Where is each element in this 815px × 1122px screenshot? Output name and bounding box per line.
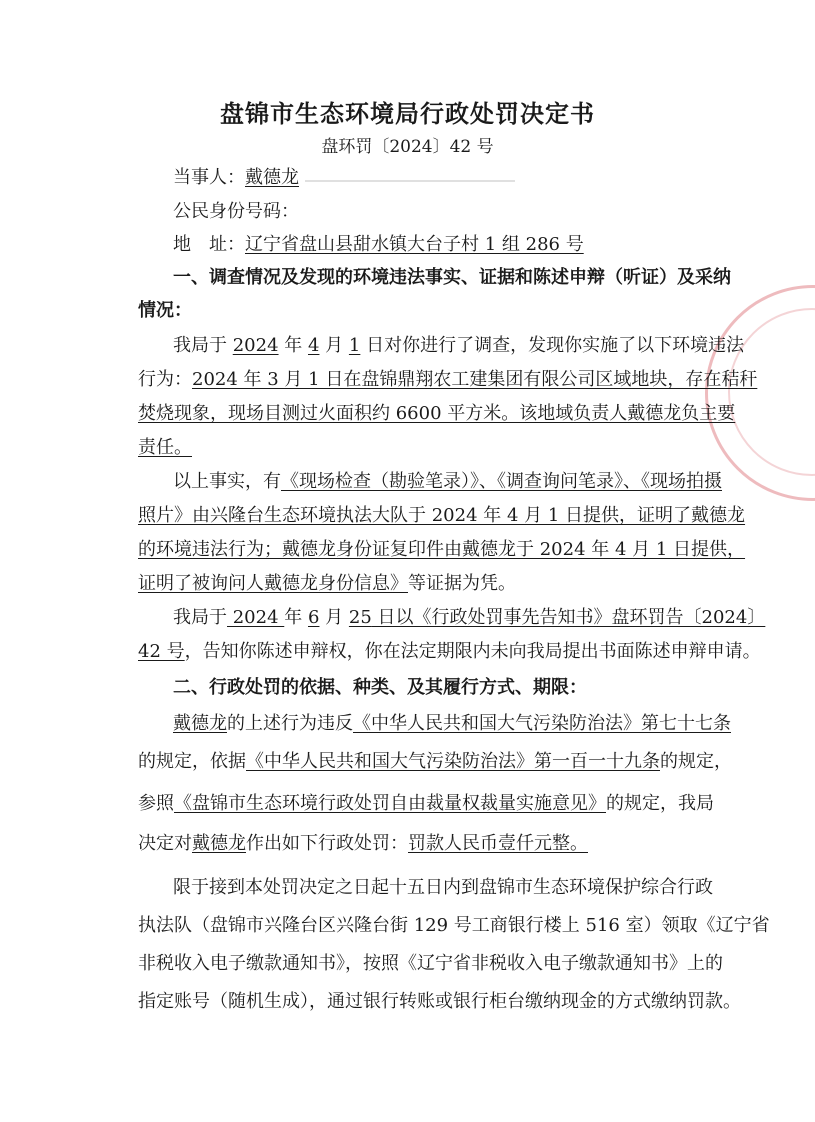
s1p1-line1: 我局于 2024 年 4 月 1 日对你进行了调查，发现你实施了以下环境违法 xyxy=(173,335,745,356)
s1p3-line2: 42 号，告知你陈述申辩权，你在法定期限内未向我局提出书面陈述申辩申请。 xyxy=(138,641,761,662)
document-title: 盘锦市生态环境局行政处罚决定书 xyxy=(220,99,595,128)
party-name: 戴德龙 xyxy=(245,167,299,188)
s1p2-line4: 证明了被询问人戴德龙身份信息》等证据为凭。 xyxy=(138,573,516,594)
s2p1-line2: 的规定，依据《中华人民共和国大气污染防治法》第一百一十九条的规定， xyxy=(138,751,732,772)
s2p1-line4: 决定对戴德龙作出如下行政处罚：罚款人民币壹仟元整。 xyxy=(138,833,588,854)
s1p3-line1: 我局于 2024 年 6 月 25 日以《行政处罚事先告知书》盘环罚告〔2024〕 xyxy=(173,607,766,628)
s2p1-line3: 参照《盘锦市生态环境行政处罚自由裁量权裁量实施意见》的规定，我局 xyxy=(138,793,714,814)
s2p2-line3: 非税收入电子缴款通知书》，按照《辽宁省非税收入电子缴款通知书》上的 xyxy=(138,953,723,974)
s2p2-line1: 限于接到本处罚决定之日起十五日内到盘锦市生态环境保护综合行政 xyxy=(173,877,713,898)
s1p1-line3: 焚烧现象，现场目测过火面积约 6600 平方米。该地域负责人戴德龙负主要 xyxy=(138,403,736,424)
s1p2-line3: 的环境违法行为；戴德龙身份证复印件由戴德龙于 2024 年 4 月 1 日提供， xyxy=(138,539,746,560)
party-address: 辽宁省盘山县甜水镇大台子村 1 组 286 号 xyxy=(245,234,584,255)
party-id-line xyxy=(173,200,299,224)
redaction-mark xyxy=(305,180,515,182)
section2-heading: 二、行政处罚的依据、种类、及其履行方式、期限： xyxy=(173,677,587,698)
s1p1-line2: 行为：2024 年 3 月 1 日在盘锦鼎翔农工建集团有限公司区域地块，存在秸秆 xyxy=(138,369,758,390)
s2p2-line4: 指定账号（随机生成），通过银行转账或银行柜台缴纳现金的方式缴纳罚款。 xyxy=(138,991,741,1012)
party-address-line xyxy=(173,233,584,257)
s2p2-line2: 执法队（盘锦市兴隆台区兴隆台街 129 号工商银行楼上 516 室）领取《辽宁省 xyxy=(138,915,770,936)
section1-heading: 一、调查情况及发现的环境违法事实、证据和陈述申辩（听证）及采纳 xyxy=(173,267,731,288)
party-name-label: 当事人： xyxy=(173,167,245,188)
document-number: 盘环罚〔2024〕42 号 xyxy=(321,137,494,157)
s2p1-line1: 戴德龙的上述行为违反《中华人民共和国大气污染防治法》第七十七条 xyxy=(173,713,731,734)
party-name-line xyxy=(173,166,299,190)
party-id-label: 公民身份号码： xyxy=(173,201,299,222)
party-address-label: 地 址： xyxy=(173,234,245,255)
s1p2-line2: 照片》由兴隆台生态环境执法大队于 2024 年 4 月 1 日提供，证明了戴德龙 xyxy=(138,505,746,526)
section1-heading-cont: 情况： xyxy=(138,300,192,321)
s1p2-line1: 以上事实，有《现场检查（勘验笔录）》、《调查询问笔录》、《现场拍摄 xyxy=(173,471,722,492)
s1p1-line4: 责任。 xyxy=(138,437,192,458)
